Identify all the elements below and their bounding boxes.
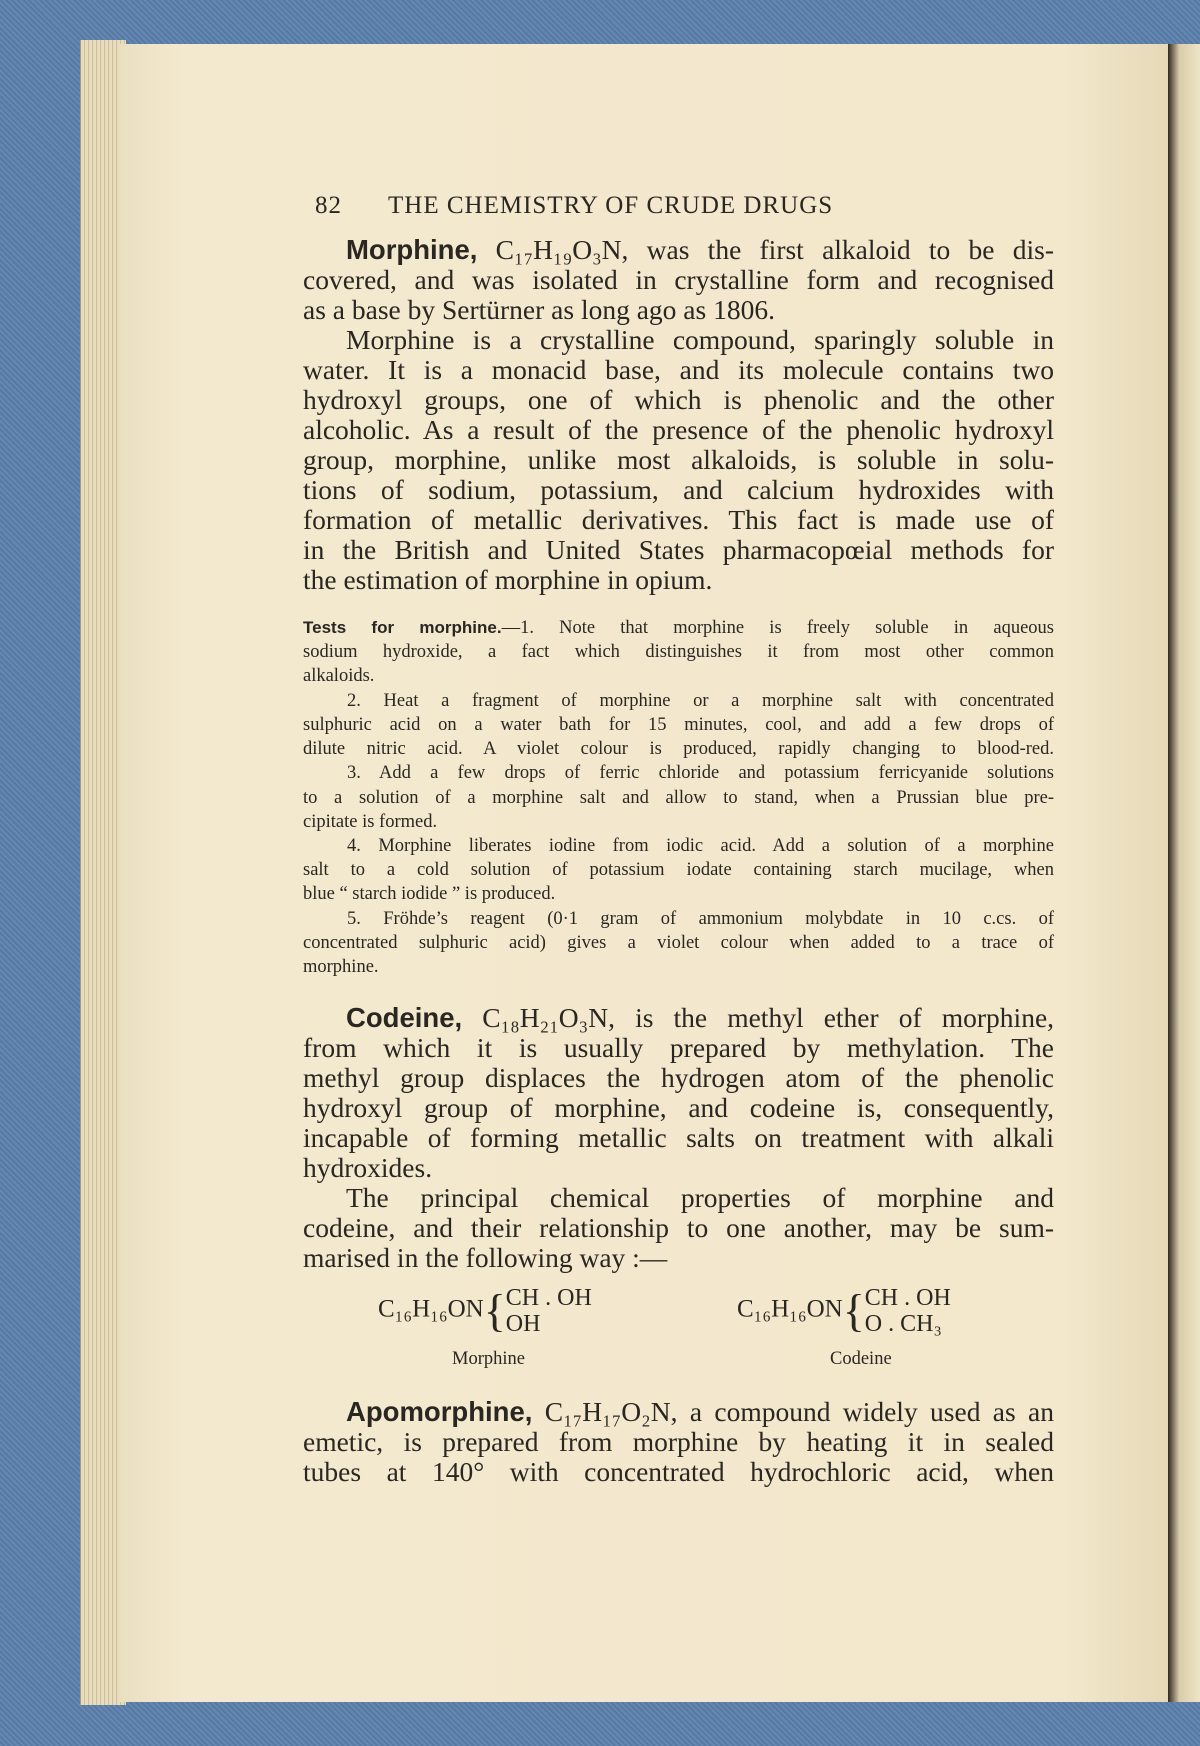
tests-line: salt to a cold solution of potassium iodate containing starch mucilage, when — [303, 860, 1054, 880]
codeine-line: from which it is usually prepared by methylation. The — [303, 1032, 1054, 1063]
codeine-line: hydroxides. — [303, 1152, 433, 1183]
morphine-line-1: Morphine, C₁₇H₁₉O₃N, was the first alkaloid to be dis- — [346, 234, 1055, 265]
tests-line: 4. Morphine liberates iodine from iodic acid. Add a solution of a morphine — [347, 836, 1054, 856]
formula-morphine-structure: C₁₆H₁₆ON{CH . OH OH — [378, 1285, 592, 1337]
tests-line: cipitate is formed. — [303, 812, 438, 832]
tests-line: sodium hydroxide, a fact which distinguishes it from most other common — [303, 642, 1054, 662]
formula-morphine: C₁₇H₁₉O₃N, — [495, 234, 629, 265]
tests-line: blue “ starch iodide ” is produced. — [303, 884, 556, 904]
tests-line: alkaloids. — [303, 666, 375, 686]
codeine-line: incapable of forming metallic salts on treatment with alkali — [303, 1122, 1054, 1153]
formula-codeine: C₁₈H₂₁O₃N, — [482, 1002, 615, 1033]
tests-line: 3. Add a few drops of ferric chloride and potassium ferricyanide solutions — [347, 763, 1054, 783]
caption-codeine: Codeine — [830, 1349, 892, 1369]
tests-line: 5. Fröhde’s reagent (0·1 gram of ammonium molybdate in 10 c.cs. of — [347, 909, 1054, 929]
morphine2-line: water. It is a monacid base, and its molecule contains two — [303, 354, 1054, 385]
morphine-line-3: as a base by Sertürner as long ago as 1806. — [303, 294, 775, 325]
tests-line-1: Tests for morphine.—1. Note that morphine is freely soluble in aqueous — [303, 618, 1054, 638]
summary-line: The principal chemical properties of morphine and — [346, 1182, 1054, 1213]
term-apomorphine: Apomorphine, — [346, 1396, 533, 1427]
tests-line: 2. Heat a fragment of morphine or a morphine salt with concentrated — [347, 691, 1054, 711]
page-number: 82 — [315, 192, 342, 219]
book-gutter — [1168, 44, 1200, 1702]
morphine2-line: Morphine is a crystalline compound, sparingly soluble in — [346, 324, 1054, 355]
morphine-line-2: covered, and was isolated in crystalline form and recognised — [303, 264, 1054, 295]
term-morphine: Morphine, — [346, 234, 478, 265]
formula-bottom: OH — [505, 1311, 541, 1337]
formula-top: CH . OH — [505, 1285, 592, 1311]
term-codeine: Codeine, — [346, 1002, 463, 1033]
apomorphine-line: emetic, is prepared from morphine by heating it in sealed — [303, 1426, 1054, 1457]
codeine-line: hydroxyl group of morphine, and codeine is, consequently, — [303, 1092, 1054, 1123]
running-header — [315, 192, 833, 220]
tests-line: dilute nitric acid. A violet colour is produced, rapidly changing to blood-red. — [303, 739, 1054, 759]
morphine2-line: alcoholic. As a result of the presence of the phenolic hydroxyl — [303, 414, 1054, 445]
formula-bottom: O . CH₃ — [864, 1311, 942, 1337]
summary-line: codeine, and their relationship to one another, may be sum- — [303, 1212, 1054, 1243]
summary-line: marised in the following way :— — [303, 1242, 668, 1273]
tests-heading: Tests for morphine. — [303, 618, 502, 637]
formula-top: CH . OH — [864, 1285, 951, 1311]
tests-line: sulphuric acid on a water bath for 15 minutes, cool, and add a few drops of — [303, 715, 1054, 735]
morphine2-line: formation of metallic derivatives. This fact is made use of — [303, 504, 1054, 535]
morphine2-line: the estimation of morphine in opium. — [303, 564, 713, 595]
caption-morphine: Morphine — [452, 1349, 525, 1369]
morphine2-line: group, morphine, unlike most alkaloids, is soluble in solu- — [303, 444, 1054, 475]
tests-line: morphine. — [303, 957, 379, 977]
formula-apomorphine: C₁₇H₁₇O₂N, — [544, 1396, 678, 1427]
apomorphine-line-1: Apomorphine, C₁₇H₁₇O₂N, a compound widely used as an — [346, 1396, 1055, 1427]
formula-codeine-structure: C₁₆H₁₆ON{CH . OH O . CH₃ — [737, 1285, 951, 1337]
morphine2-line: tions of sodium, potassium, and calcium hydroxides with — [303, 474, 1054, 505]
morphine2-line: in the British and United States pharmacopœial methods for — [303, 534, 1054, 565]
running-title: THE CHEMISTRY OF CRUDE DRUGS — [388, 192, 834, 219]
tests-line: to a solution of a morphine salt and allow to stand, when a Prussian blue pre- — [303, 788, 1054, 808]
codeine-line-1: Codeine, C₁₈H₂₁O₃N, is the methyl ether of morphine, — [346, 1002, 1055, 1033]
codeine-line: methyl group displaces the hydrogen atom of the phenolic — [303, 1062, 1054, 1093]
morphine2-line: hydroxyl groups, one of which is phenolic and the other — [303, 384, 1054, 415]
tests-line: concentrated sulphuric acid) gives a violet colour when added to a trace of — [303, 933, 1054, 953]
apomorphine-line: tubes at 140° with concentrated hydrochloric acid, when — [303, 1456, 1054, 1487]
